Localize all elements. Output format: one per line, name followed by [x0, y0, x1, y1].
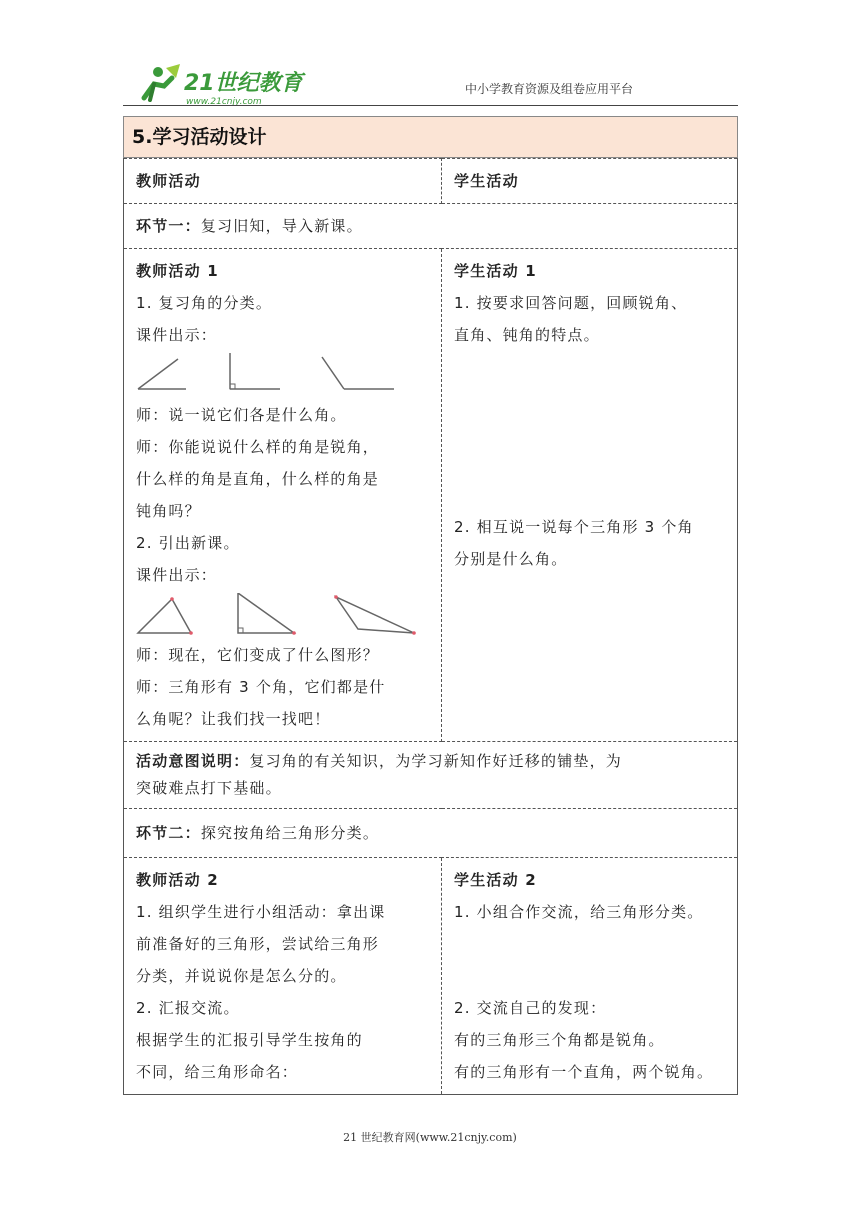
- teacher-activity-2: [124, 858, 442, 1095]
- stage-2-label: 环节二：: [136, 824, 201, 842]
- svg-text:www.21cnjy.com: www.21cnjy.com: [186, 97, 262, 107]
- activity-row-2: [124, 858, 738, 1095]
- vertex-dot: [334, 595, 338, 599]
- obtuse-triangle: [336, 597, 414, 633]
- vertex-dot: [412, 631, 416, 635]
- activity-row-1: [124, 249, 738, 742]
- student-line: 直角、钝角的特点。: [454, 326, 600, 344]
- stage-1-text: 复习旧知，导入新课。: [200, 217, 363, 235]
- student-line: 有的三角形三个角都是锐角。: [454, 1031, 665, 1049]
- teacher-line: 根据学生的汇报引导学生按角的: [136, 1031, 363, 1049]
- activity-design-section: [123, 116, 738, 1095]
- teacher-activity-1-heading: 教师活动 1: [136, 262, 219, 280]
- acute-angle-ray: [138, 359, 178, 389]
- student-line: 1. 小组合作交流，给三角形分类。: [454, 903, 704, 921]
- acute-triangle: [138, 599, 191, 633]
- teacher-line: 师：说一说它们各是什么角。: [136, 406, 347, 424]
- obtuse-angle-ray: [322, 357, 344, 389]
- intent-label: 活动意图说明：: [136, 752, 250, 770]
- teacher-line: 前准备好的三角形，尝试给三角形: [136, 935, 380, 953]
- student-line: 有的三角形有一个直角，两个锐角。: [454, 1063, 714, 1081]
- student-line: 1. 按要求回答问题，回顾锐角、: [454, 294, 688, 312]
- col-header-student: 学生活动: [442, 159, 738, 204]
- stage-2-cell: [124, 809, 738, 858]
- header-divider: [123, 105, 738, 106]
- teacher-line: 1. 组织学生进行小组活动：拿出课: [136, 903, 386, 921]
- teacher-line: 分类，并说说你是怎么分的。: [136, 967, 347, 985]
- stage-1-cell: [124, 204, 738, 249]
- stage-1-label: 环节一：: [136, 217, 201, 235]
- teacher-line: 2. 汇报交流。: [136, 999, 240, 1017]
- platform-name: 中小学教育资源及组卷应用平台: [465, 82, 634, 96]
- teacher-line: 钝角吗？: [136, 502, 201, 520]
- activity-table: [123, 158, 738, 1095]
- student-activity-1-heading: 学生活动 1: [454, 262, 537, 280]
- intent-row: [124, 742, 738, 809]
- spacer: [454, 351, 729, 511]
- vertex-dot: [170, 597, 174, 601]
- section-title: 5.学习活动设计: [123, 116, 738, 158]
- teacher-line: 2. 引出新课。: [136, 534, 240, 552]
- student-activity-1: [442, 249, 738, 742]
- site-logo: [136, 60, 316, 110]
- stage-2-text: 探究按角给三角形分类。: [200, 824, 380, 842]
- table-header-row: [124, 159, 738, 204]
- student-line: 2. 相互说一说每个三角形 3 个角: [454, 518, 694, 536]
- teacher-line: 什么样的角是直角，什么样的角是: [136, 470, 380, 488]
- student-line: 分别是什么角。: [454, 550, 568, 568]
- right-triangle: [238, 593, 294, 633]
- teacher-line: 师：现在，它们变成了什么图形？: [136, 646, 380, 664]
- teacher-line: 不同，给三角形命名：: [136, 1063, 299, 1081]
- student-activity-2-heading: 学生活动 2: [454, 871, 537, 889]
- stage-row: [124, 204, 738, 249]
- page-footer: 21 世纪教育网(www.21cnjy.com): [343, 1131, 517, 1144]
- teacher-line: 师：三角形有 3 个角，它们都是什: [136, 678, 386, 696]
- teacher-activity-2-heading: 教师活动 2: [136, 871, 219, 889]
- intent-text-cont: 突破难点打下基础。: [136, 779, 282, 797]
- vertex-dot: [189, 631, 193, 635]
- svg-text:21世纪教育: 21世纪教育: [184, 71, 303, 96]
- student-line: 2. 交流自己的发现：: [454, 999, 607, 1017]
- teacher-line: 课件出示：: [136, 566, 218, 584]
- col-header-teacher: 教师活动: [124, 159, 442, 204]
- teacher-activity-1: [124, 249, 442, 742]
- teacher-line: 课件出示：: [136, 326, 218, 344]
- stage-row: [124, 809, 738, 858]
- spacer: [454, 928, 729, 992]
- triangle-figures: [136, 593, 433, 639]
- vertex-dot: [292, 631, 296, 635]
- student-activity-2: [442, 858, 738, 1095]
- intent-text: 复习角的有关知识，为学习新知作好迁移的铺垫，为: [249, 752, 623, 770]
- teacher-line: 师：你能说说什么样的角是锐角，: [136, 438, 380, 456]
- angle-figures: [136, 353, 433, 399]
- intent-cell: [124, 742, 738, 809]
- teacher-line: 1. 复习角的分类。: [136, 294, 273, 312]
- page-header: [0, 0, 860, 110]
- teacher-line: 么角呢？让我们找一找吧！: [136, 710, 331, 728]
